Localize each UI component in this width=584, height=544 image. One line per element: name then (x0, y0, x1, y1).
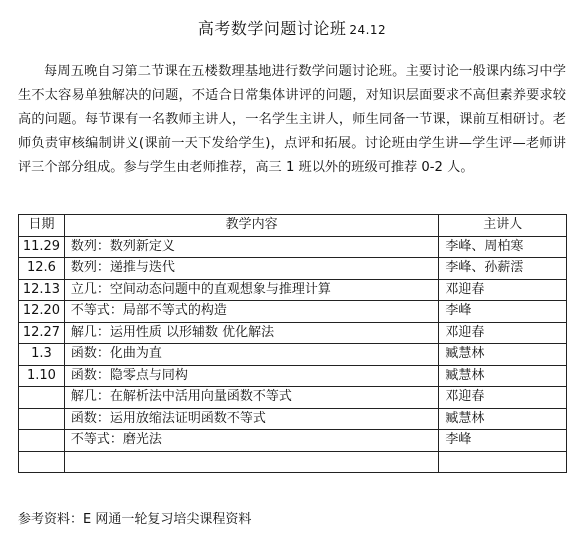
row-speaker: 臧慧林 (439, 344, 567, 366)
title-text: 高考数学问题讨论班 (197, 19, 347, 38)
intro-paragraph: 每周五晚自习第二节课在五楼数理基地进行数学问题讨论班。主要讨论一般课内练习中学生不太容易单独解决的问题，不适合日常集体讲评的问题，对知识层面要求不高但素养要求较高的问题。每节课有一名教师主讲人，一名学生主讲人，师生同备一节课，课前互相研讨。老师负责审核编制讲义(课前一天下发给学生)，点评和拓展。讨论班由学生讲—学生评—老师讲评三个部分组成。参与学生由老师推荐，高三 1 班以外的班级可推荐 0-2 人。 (18, 64, 566, 175)
header-speaker: 主讲人 (439, 215, 567, 237)
reference-note: 参考资料：E 网通一轮复习培尖课程资料 (18, 512, 252, 527)
row-speaker: 邓迎春 (439, 279, 567, 301)
table-row (19, 365, 567, 387)
schedule-table (18, 214, 567, 473)
table-row (19, 322, 567, 344)
row-content: 数列：递推与迭代 (64, 258, 439, 280)
row-date: 12.27 (19, 322, 65, 344)
row-date (19, 430, 65, 452)
row-speaker: 李峰、周柏寒 (439, 236, 567, 258)
row-speaker: 臧慧林 (439, 408, 567, 430)
header-content: 教学内容 (64, 215, 439, 237)
row-content: 函数：隐零点与同构 (64, 365, 439, 387)
row-date: 11.29 (19, 236, 65, 258)
row-content: 不等式：局部不等式的构造 (64, 301, 439, 323)
row-date (19, 387, 65, 409)
row-content: 函数：运用放缩法证明函数不等式 (64, 408, 439, 430)
page-title (0, 16, 584, 39)
row-content: 数列：数列新定义 (64, 236, 439, 258)
table-row (19, 408, 567, 430)
table-row (19, 387, 567, 409)
row-speaker (439, 451, 567, 473)
table-row (19, 258, 567, 280)
row-content: 解几：在解析法中活用向量函数不等式 (64, 387, 439, 409)
row-speaker: 李峰 (439, 430, 567, 452)
row-content: 函数：化曲为直 (64, 344, 439, 366)
row-date (19, 408, 65, 430)
table-row (19, 279, 567, 301)
row-speaker: 臧慧林 (439, 365, 567, 387)
row-speaker: 邓迎春 (439, 322, 567, 344)
table-header-row (19, 215, 567, 237)
title-date: 24.12 (349, 23, 387, 37)
row-speaker: 邓迎春 (439, 387, 567, 409)
row-date (19, 451, 65, 473)
row-date: 1.3 (19, 344, 65, 366)
table-row (19, 451, 567, 473)
row-content: 不等式：磨光法 (64, 430, 439, 452)
row-date: 12.6 (19, 258, 65, 280)
row-content: 解几：运用性质 以形辅数 优化解法 (64, 322, 439, 344)
row-speaker: 李峰 (439, 301, 567, 323)
table-row (19, 430, 567, 452)
table-row (19, 236, 567, 258)
row-content (64, 451, 439, 473)
table-row (19, 301, 567, 323)
row-date: 1.10 (19, 365, 65, 387)
table-row (19, 344, 567, 366)
row-speaker: 李峰、孙薪澐 (439, 258, 567, 280)
row-content: 立几：空间动态问题中的直观想象与推理计算 (64, 279, 439, 301)
header-date: 日期 (19, 215, 65, 237)
row-date: 12.13 (19, 279, 65, 301)
row-date: 12.20 (19, 301, 65, 323)
